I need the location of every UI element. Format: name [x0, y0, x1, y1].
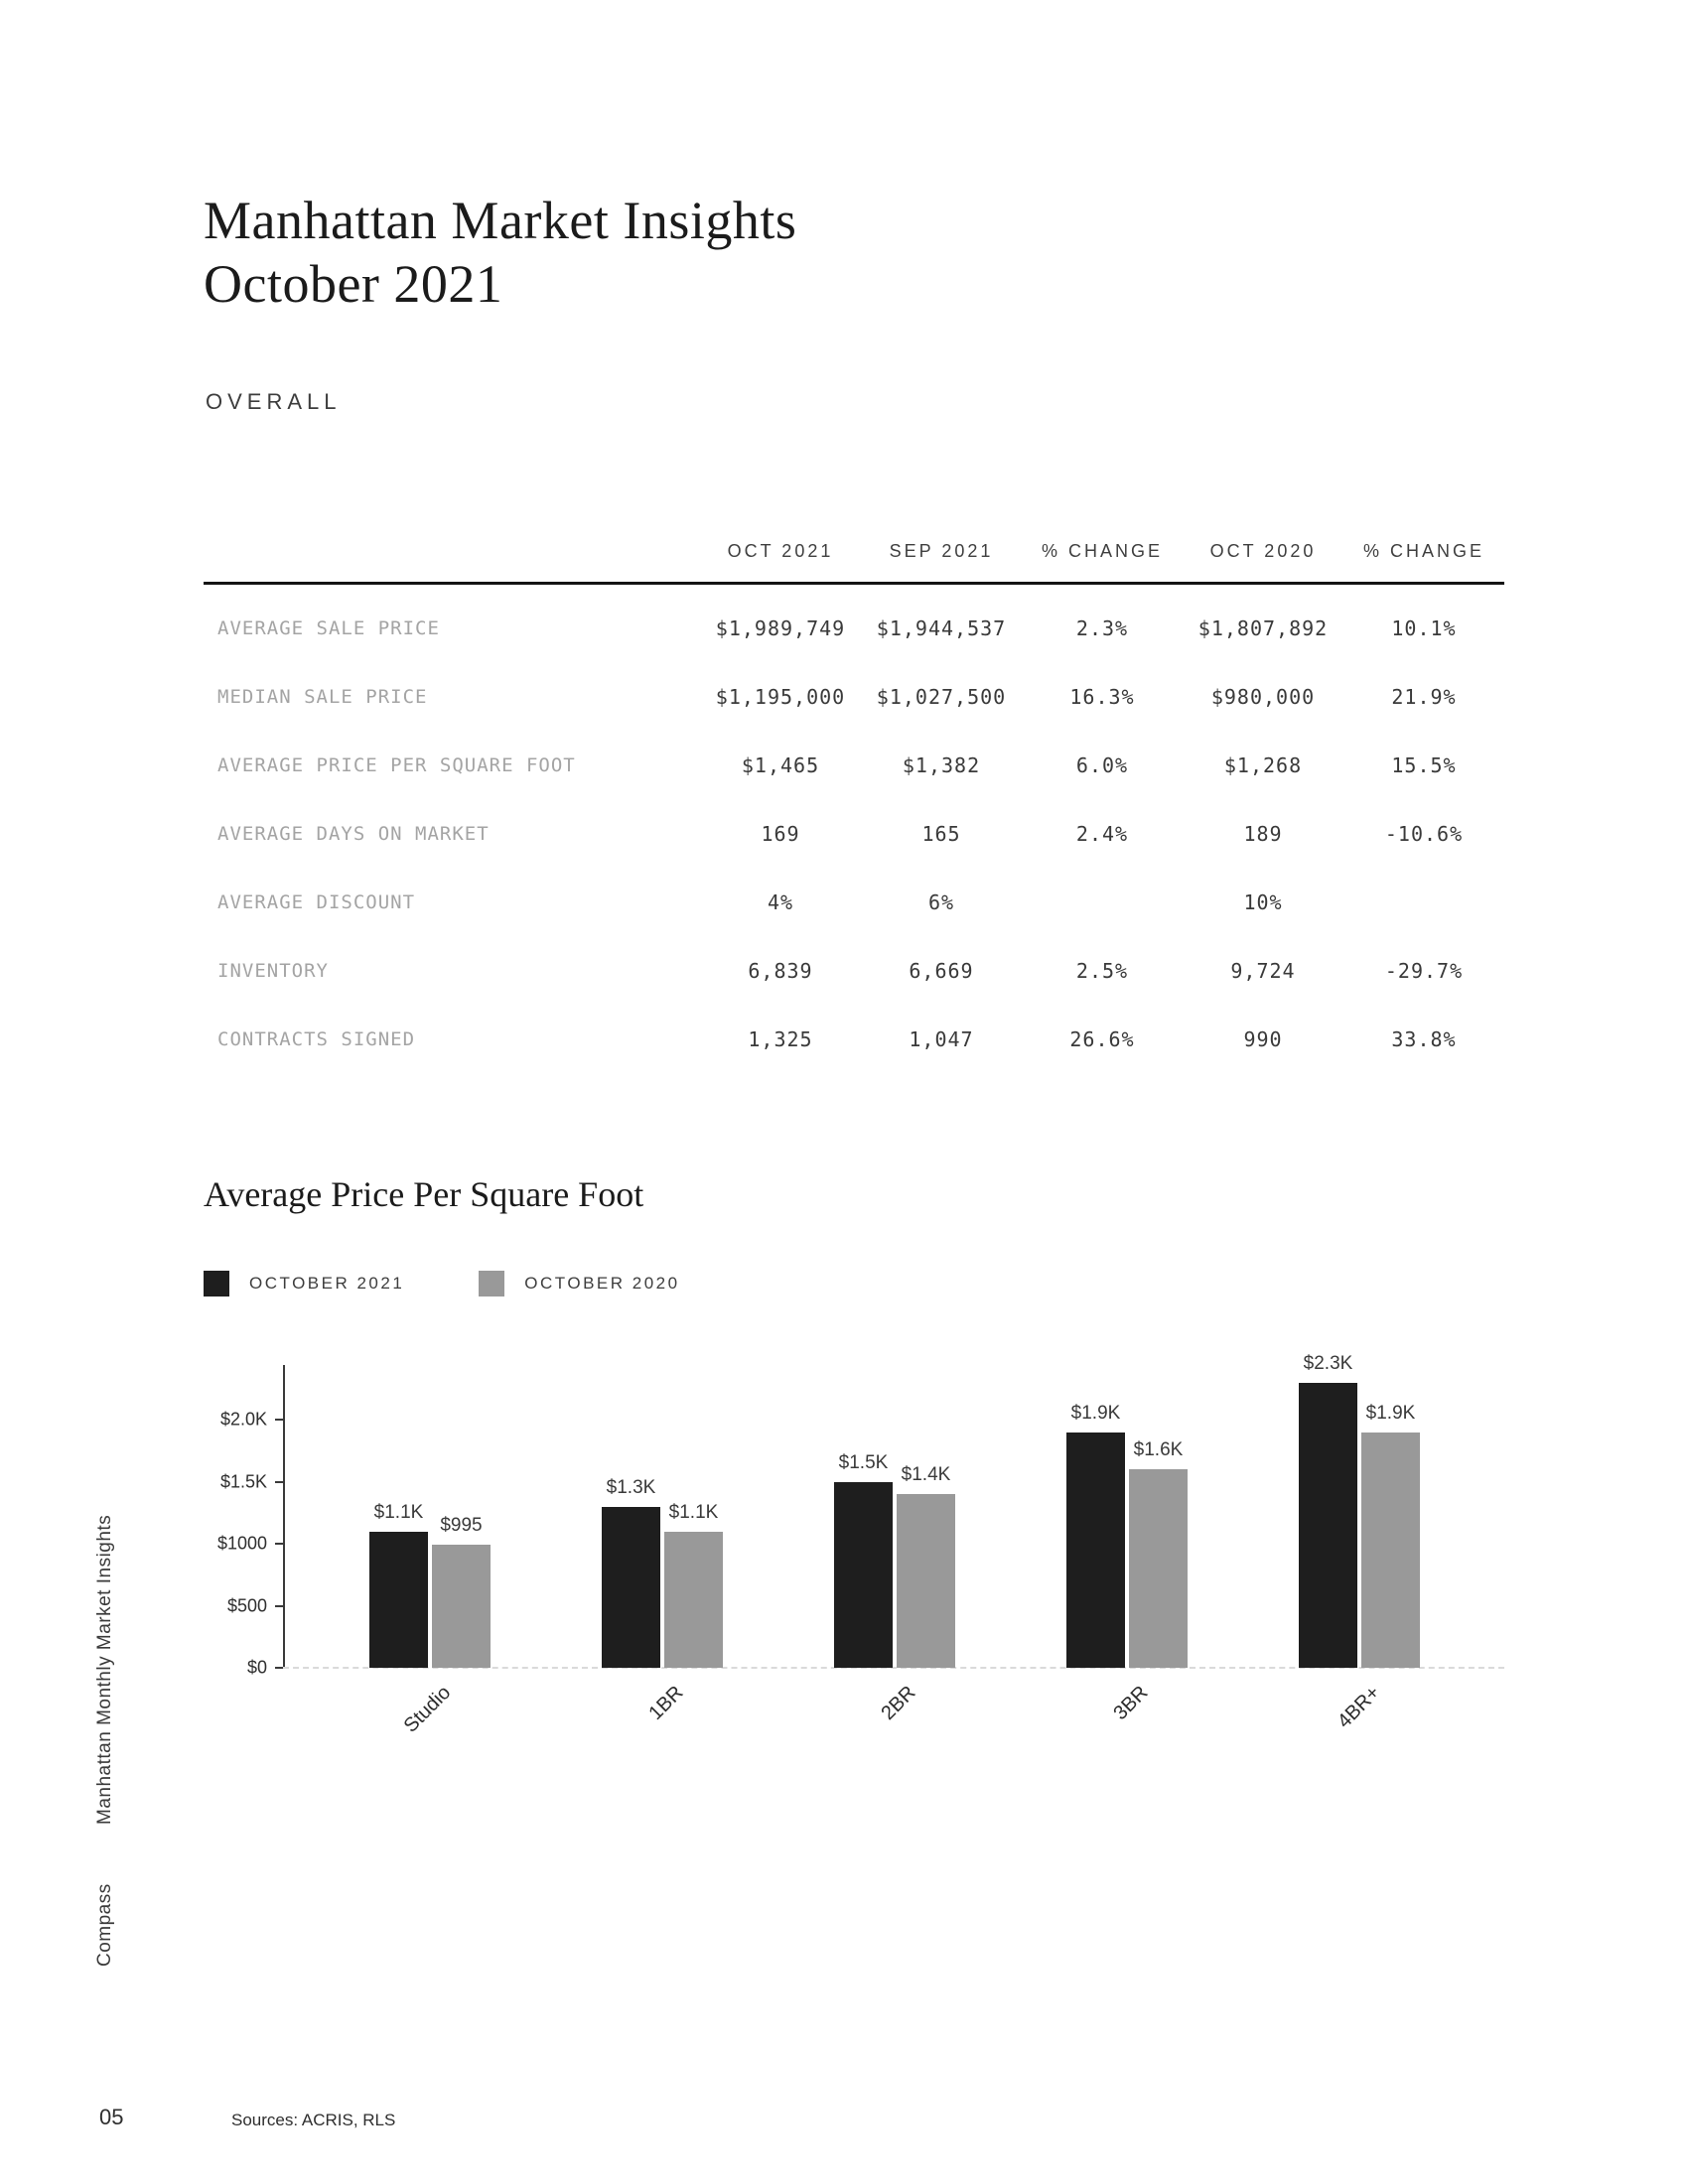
bar-value-label: $1.1K	[668, 1501, 719, 1523]
table-cell: $1,027,500	[876, 684, 1007, 709]
y-axis-tick-mark	[275, 1543, 283, 1545]
bar-column-oct-2021	[834, 1452, 893, 1669]
page-title-line1: Manhattan Market Insights	[204, 191, 797, 250]
chart-legend	[204, 1271, 735, 1297]
bar-value-label: $1.6K	[1133, 1439, 1184, 1460]
chart-title: Average Price Per Square Foot	[204, 1174, 644, 1214]
table-cell: 6%	[927, 889, 955, 914]
bar-value-label: $1.9K	[1365, 1402, 1416, 1424]
bar-group	[369, 1501, 491, 1737]
table-cell: $1,268	[1223, 752, 1303, 777]
bar-value-label: $1.3K	[606, 1476, 656, 1498]
bar-group	[1066, 1402, 1188, 1725]
table-cell: 6,669	[909, 958, 974, 983]
table-header-sep-2021: SEP 2021	[889, 541, 994, 561]
table-cell: 2.3%	[1075, 615, 1129, 640]
legend-swatch-oct-2020	[479, 1271, 504, 1297]
metrics-table	[204, 541, 1504, 1073]
table-row	[204, 868, 1504, 936]
y-axis-tick-mark	[275, 1481, 283, 1483]
y-axis-tick-label: $0	[246, 1657, 267, 1678]
table-cell: 6.0%	[1075, 752, 1129, 777]
y-axis-tick-label: $2.0K	[219, 1409, 267, 1430]
table-cell: 2.4%	[1075, 821, 1129, 846]
bar-column-oct-2021	[1299, 1353, 1357, 1669]
table-row-label: MEDIAN SALE PRICE	[217, 685, 428, 708]
table-row	[204, 594, 1504, 662]
bar-column-oct-2020	[1129, 1439, 1188, 1668]
bar	[602, 1507, 660, 1669]
bar-chart	[216, 1352, 1504, 1737]
table-row	[204, 662, 1504, 731]
page-number: 05	[99, 2105, 124, 2129]
table-header-oct-2020: OCT 2020	[1209, 541, 1317, 561]
table-cell: $1,382	[902, 752, 981, 777]
bar-group	[1299, 1352, 1420, 1733]
table-row	[204, 799, 1504, 868]
bar-value-label: $1.5K	[838, 1451, 889, 1473]
sidebar-vertical-title: Manhattan Monthly Market Insights	[94, 1514, 115, 1825]
bar-group	[602, 1476, 723, 1725]
bar-column-oct-2020	[897, 1464, 955, 1668]
table-cell: $1,195,000	[715, 684, 846, 709]
table-cell: 9,724	[1230, 958, 1296, 983]
table-cell: 26.6%	[1069, 1026, 1135, 1051]
bar	[1299, 1383, 1357, 1669]
table-cell: 189	[1243, 821, 1283, 846]
bar	[1129, 1469, 1188, 1668]
table-row-label: AVERAGE DAYS ON MARKET	[217, 822, 490, 845]
table-cell: 10%	[1243, 889, 1283, 914]
bar-value-label: $2.3K	[1303, 1352, 1353, 1374]
table-cell: 169	[761, 821, 800, 846]
section-label: OVERALL	[206, 389, 342, 414]
table-row-label: CONTRACTS SIGNED	[217, 1027, 416, 1050]
bar-group	[834, 1451, 955, 1725]
sources-note: Sources: ACRIS, RLS	[231, 2111, 396, 2129]
y-axis-tick-mark	[275, 1419, 283, 1421]
bar	[897, 1494, 955, 1668]
legend-label-oct-2020: OCTOBER 2020	[524, 1274, 680, 1293]
table-header-row	[204, 541, 1504, 582]
table-cell: $1,807,892	[1197, 615, 1329, 640]
table-cell: $1,989,749	[715, 615, 846, 640]
bar	[664, 1532, 723, 1669]
table-row-label: AVERAGE SALE PRICE	[217, 616, 440, 639]
table-row	[204, 936, 1504, 1005]
y-axis-tick-label: $1.5K	[219, 1471, 267, 1491]
bar	[369, 1532, 428, 1669]
bar-column-oct-2021	[1066, 1403, 1125, 1669]
x-axis-category-label: Studio	[399, 1682, 456, 1737]
bar	[834, 1482, 893, 1669]
y-axis-tick-mark	[275, 1667, 283, 1669]
bar-column-oct-2020	[664, 1502, 723, 1669]
table-cell: 10.1%	[1391, 615, 1457, 640]
table-row-label: AVERAGE PRICE PER SQUARE FOOT	[217, 753, 576, 776]
bar	[1066, 1433, 1125, 1669]
x-axis-category-label: 3BR	[1109, 1682, 1153, 1725]
bar	[1361, 1433, 1420, 1669]
table-header-pct-change-2: % CHANGE	[1362, 541, 1484, 561]
bar-column-oct-2021	[369, 1502, 428, 1669]
bar-value-label: $1.4K	[901, 1464, 951, 1485]
table-cell: $1,465	[741, 752, 820, 777]
bar-value-label: $1.1K	[373, 1501, 424, 1523]
legend-label-oct-2021: OCTOBER 2021	[249, 1274, 405, 1293]
x-axis-category-label: 2BR	[877, 1682, 920, 1725]
page-title	[204, 189, 796, 316]
table-cell: 6,839	[748, 958, 813, 983]
table-cell: 4%	[767, 889, 794, 914]
bar-column-oct-2020	[1361, 1403, 1420, 1669]
table-row-label: AVERAGE DISCOUNT	[217, 890, 416, 913]
table-header-pct-change-1: % CHANGE	[1041, 541, 1163, 561]
table-cell: 990	[1243, 1026, 1283, 1051]
bar-value-label: $995	[440, 1514, 483, 1536]
table-cell: -10.6%	[1384, 821, 1464, 846]
table-cell: 2.5%	[1075, 958, 1129, 983]
sidebar-brand: Compass	[94, 1883, 115, 1967]
table-cell: -29.7%	[1384, 958, 1464, 983]
y-axis-tick-mark	[275, 1605, 283, 1607]
table-cell: 16.3%	[1069, 684, 1135, 709]
table-cell: 1,047	[909, 1026, 974, 1051]
x-axis-category-label: 4BR+	[1333, 1682, 1385, 1733]
table-cell: 15.5%	[1391, 752, 1457, 777]
table-cell: 21.9%	[1391, 684, 1457, 709]
table-cell: 165	[921, 821, 961, 846]
table-cell: $1,944,537	[876, 615, 1007, 640]
page-title-line2: October 2021	[204, 254, 503, 314]
bar-column-oct-2021	[602, 1477, 660, 1669]
table-cell: 1,325	[748, 1026, 813, 1051]
bar-column-oct-2020	[432, 1515, 491, 1668]
table-header-oct-2021: OCT 2021	[727, 541, 834, 561]
x-axis-category-label: 1BR	[644, 1682, 688, 1725]
table-row	[204, 1005, 1504, 1073]
table-row-label: INVENTORY	[217, 959, 329, 982]
table-cell: $980,000	[1210, 684, 1316, 709]
bar	[432, 1545, 491, 1668]
table-body	[204, 585, 1504, 1073]
bar-value-label: $1.9K	[1070, 1402, 1121, 1424]
legend-swatch-oct-2021	[204, 1271, 229, 1297]
table-cell: 33.8%	[1391, 1026, 1457, 1051]
y-axis-tick-label: $500	[226, 1595, 267, 1615]
table-row	[204, 731, 1504, 799]
y-axis-tick-label: $1000	[216, 1533, 267, 1554]
y-axis-line	[283, 1365, 285, 1668]
